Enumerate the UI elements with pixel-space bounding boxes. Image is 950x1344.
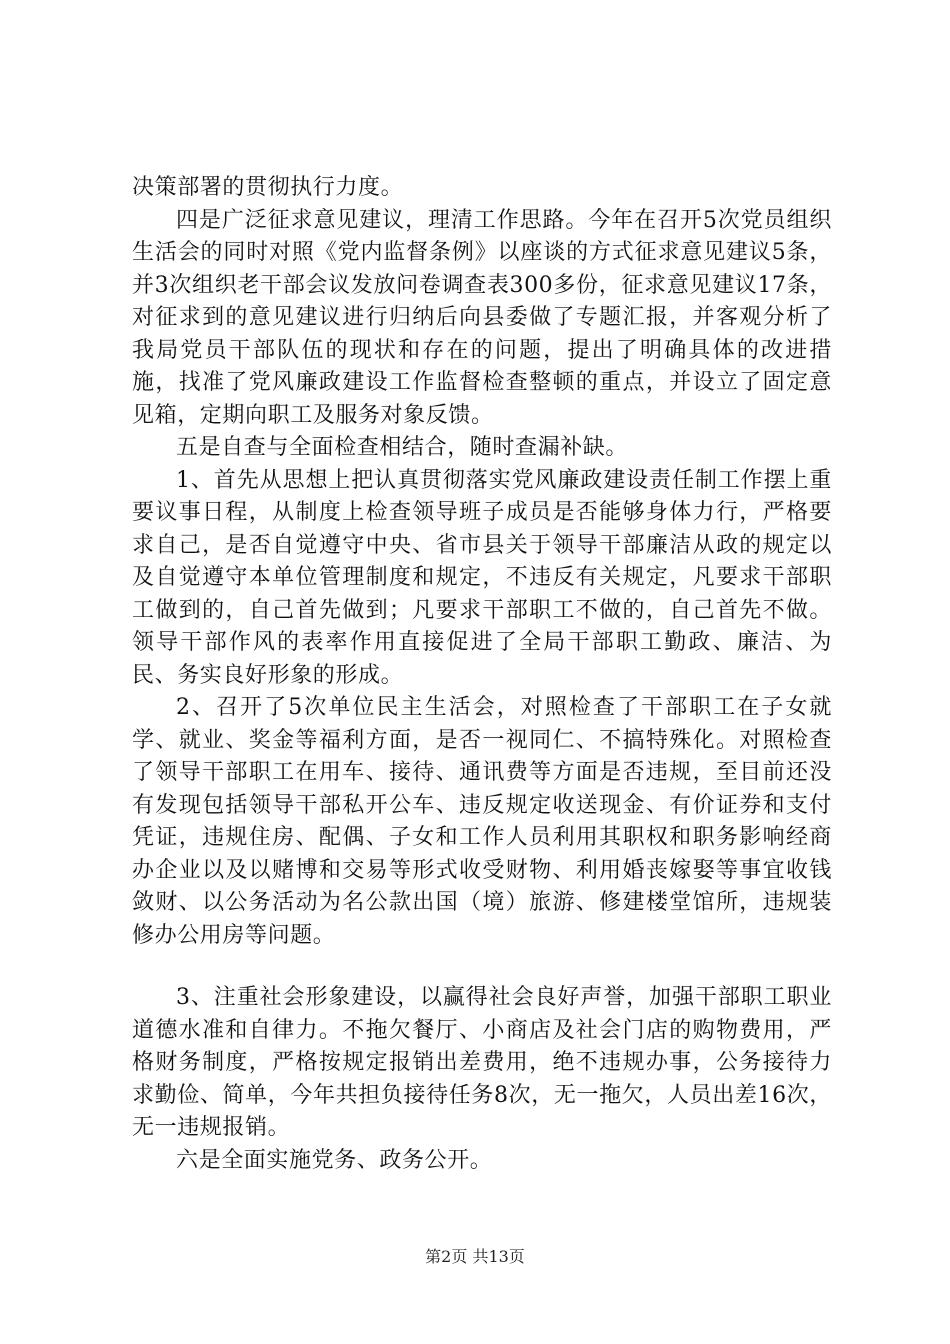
paragraph-point-six: 六是全面实施党务、政务公开。 [176,1147,493,1173]
paragraph-continuation: 决策部署的贯彻执行力度。 [132,175,404,200]
page-footer: 第2页 共13页 [425,1247,525,1266]
paragraph-gap [132,952,832,982]
paragraph-item-1: 1、首先从思想上把认真贯彻落实党风廉政建设责任制工作摆上重要议事日程，从制度上检查领导班子成员是否能够身体力行，严格要求自己，是否自觉遵守中央、省市县关于领导干部廉洁从政的规定以及自觉遵守本单位管理制度和规定，不违反有关规定，凡要求干部职工做到的，自己首先做到；凡要求干部职工不做的，自己首先不做。领导干部作风的表率作用直接促进了全局干部职工勤政、廉洁、为民、务实良好形象的形成。 [132,467,832,688]
paragraph-point-five: 五是自查与全面检查相结合，随时查漏补缺。 [176,435,629,460]
paragraph-item-2: 2、召开了5次单位民主生活会，对照检查了干部职工在子女就学、就业、奖金等福利方面，是否一视同仁、不搞特殊化。对照检查了领导干部职工在用车、接待、通讯费等方面是否违规，至目前还没有发现包括领导干部私开公车、违反规定收送现金、有价证券和支付凭证，违规住房、配偶、子女和工作人员利用其职权和职务影响经商办企业以及以赌博和交易等形式收受财物、利用婚丧嫁娶等事宜收钱敛财、以公务活动为名公款出国（境）旅游、修建楼堂馆所，违规装修办公用房等问题。 [132,695,832,948]
document-body [132,172,832,1177]
paragraph-point-four: 四是广泛征求意见建议，理清工作思路。今年在召开5次党员组织生活会的同时对照《党内监督条例》以座谈的方式征求意见建议5条，并3次组织老干部会议发放问卷调查表300多份，征求意见建议17条，对征求到的意见建议进行归纳后向县委做了专题汇报，并客观分析了我局党员干部队伍的现状和存在的问题，提出了明确具体的改进措施，找准了党风廉政建设工作监督检查整顿的重点，并设立了固定意见箱，定期向职工及服务对象反馈。 [132,207,832,428]
paragraph-item-3: 3、注重社会形象建设，以赢得社会良好声誉，加强干部职工职业道德水准和自律力。不拖欠餐厅、小商店及社会门店的购物费用，严格财务制度，严格按规定报销出差费用，绝不违规办事，公务接待力求勤俭、简单，今年共担负接待任务8次，无一拖欠，人员出差16次，无一违规报销。 [132,985,832,1140]
